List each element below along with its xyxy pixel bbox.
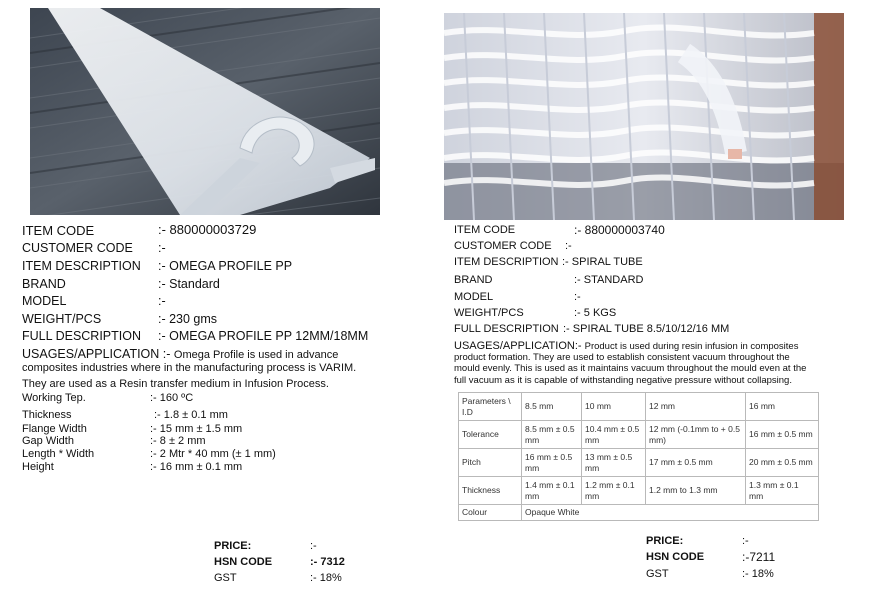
left-usage-prefix: :-	[162, 347, 174, 361]
right-item-code-label: ITEM CODE	[454, 224, 516, 236]
left-model-value: :-	[158, 294, 166, 308]
left-item-code-value: :- 880000003729	[158, 222, 257, 237]
omega-profile-photo	[30, 8, 380, 215]
right-usage-text3: mould evenly. This is used as it maintains vacuum throughout the mould even at the	[454, 363, 807, 374]
table-row	[459, 421, 819, 449]
left-spec-value-working-temp: :- 160 ºC	[150, 392, 194, 404]
right-weight-label: WEIGHT/PCS	[454, 307, 524, 319]
left-customer-code-value: :-	[158, 241, 166, 255]
left-hsn-value: :- 7312	[310, 556, 345, 568]
spiral-tube-spec-table	[458, 392, 819, 521]
left-brand-value: :- Standard	[158, 277, 220, 291]
right-weight-value: :- 5 KGS	[574, 307, 617, 319]
right-model-value: :-	[574, 291, 581, 303]
left-spec-label-thickness: Thickness	[22, 409, 72, 421]
right-usage-text1: Product is used during resin infusion in composites	[584, 341, 799, 352]
left-price-label: PRICE:	[214, 540, 252, 552]
left-weight-label: WEIGHT/PCS	[22, 312, 102, 326]
left-item-description-value: :- OMEGA PROFILE PP	[158, 259, 293, 273]
table-cell: 8.5 mm	[522, 393, 582, 421]
table-cell: 8.5 mm ± 0.5 mm	[522, 421, 582, 449]
left-spec-value-flange-width: :- 15 mm ± 1.5 mm	[150, 423, 243, 435]
right-gst-value: :- 18%	[742, 568, 774, 580]
right-gst-label: GST	[646, 568, 669, 580]
right-full-description-value: :- SPIRAL TUBE 8.5/10/12/16 MM	[563, 323, 730, 335]
left-spec-label-flange-width: Flange Width	[22, 423, 87, 435]
right-customer-code-value: :-	[565, 240, 572, 252]
left-spec-label-length-width: Length * Width	[22, 448, 95, 460]
left-item-code-label: ITEM CODE	[22, 223, 95, 238]
left-usage-line1	[22, 347, 338, 361]
table-cell: 16 mm ± 0.5 mm	[746, 421, 819, 449]
left-usage-text3: They are used as a Resin transfer medium in Infusion Process.	[22, 378, 329, 390]
table-row	[459, 505, 819, 521]
left-usage-text2: composites industries where in the manufacturing process is VARIM.	[22, 362, 357, 374]
left-spec-value-gap-width: :- 8 ± 2 mm	[150, 435, 206, 447]
left-spec-value-length-width: :- 2 Mtr * 40 mm (± 1 mm)	[150, 448, 276, 460]
left-spec-value-height: :- 16 mm ± 0.1 mm	[150, 461, 243, 473]
table-cell: Pitch	[459, 449, 522, 477]
right-brand-value: :- STANDARD	[574, 274, 644, 286]
left-weight-value: :- 230 gms	[158, 312, 218, 326]
table-cell: 16 mm ± 0.5 mm	[522, 449, 582, 477]
table-cell: Tolerance	[459, 421, 522, 449]
left-model-label: MODEL	[22, 294, 67, 308]
left-full-description-label: FULL DESCRIPTION	[22, 329, 142, 343]
right-item-description-value: :- SPIRAL TUBE	[562, 256, 643, 268]
right-brand-label: BRAND	[454, 274, 493, 286]
left-usage-text1: Omega Profile is used in advance	[173, 349, 339, 361]
table-row	[459, 393, 819, 421]
table-cell: Parameters \ I.D	[459, 393, 522, 421]
right-usage-label: USAGES/APPLICATION	[454, 340, 575, 352]
left-spec-label-working-temp: Working Tep.	[22, 392, 86, 404]
left-price-value: :-	[310, 540, 317, 552]
left-brand-label: BRAND	[22, 277, 66, 291]
table-cell: 16 mm	[746, 393, 819, 421]
left-gst-label: GST	[214, 572, 237, 584]
left-item-description-label: ITEM DESCRIPTION	[22, 259, 141, 273]
left-hsn-label: HSN CODE	[214, 556, 273, 568]
table-row	[459, 477, 819, 505]
left-full-description-value: :- OMEGA PROFILE PP 12MM/18MM	[158, 329, 369, 343]
table-cell: Colour	[459, 505, 522, 521]
table-cell: 1.3 mm ± 0.1 mm	[746, 477, 819, 505]
right-usage-prefix: :-	[574, 340, 585, 352]
right-price-label: PRICE:	[646, 535, 684, 547]
left-customer-code-label: CUSTOMER CODE	[22, 241, 133, 255]
right-price-value: :-	[742, 535, 749, 547]
table-cell: 1.2 mm to 1.3 mm	[646, 477, 746, 505]
table-cell: Thickness	[459, 477, 522, 505]
left-usage-label: USAGES/APPLICATION	[22, 347, 160, 361]
table-cell: 12 mm (-0.1mm to + 0.5 mm)	[646, 421, 746, 449]
right-model-label: MODEL	[454, 291, 494, 303]
right-usage-text2: product formation. They are used to establish consistent vacuum throughout the	[454, 352, 790, 363]
left-gst-value: :- 18%	[310, 572, 342, 584]
table-cell: Opaque White	[522, 505, 819, 521]
table-cell: 1.4 mm ± 0.1 mm	[522, 477, 582, 505]
left-spec-value-thickness: :- 1.8 ± 0.1 mm	[154, 409, 228, 421]
table-cell: 17 mm ± 0.5 mm	[646, 449, 746, 477]
right-usage-line1	[454, 340, 798, 352]
table-row	[459, 449, 819, 477]
right-usage-text4: full vacuum as it is capable of withstanding negative pressure without collapsing.	[454, 375, 792, 386]
table-cell: 12 mm	[646, 393, 746, 421]
left-spec-label-gap-width: Gap Width	[22, 435, 74, 447]
table-cell: 1.2 mm ± 0.1 mm	[582, 477, 646, 505]
table-cell: 13 mm ± 0.5 mm	[582, 449, 646, 477]
table-cell: 20 mm ± 0.5 mm	[746, 449, 819, 477]
right-item-code-value: :- 880000003740	[574, 223, 665, 237]
right-hsn-value: :-7211	[742, 550, 776, 564]
right-full-description-label: FULL DESCRIPTION	[454, 323, 559, 335]
table-cell: 10 mm	[582, 393, 646, 421]
left-spec-label-height: Height	[22, 461, 54, 473]
table-cell: 10.4 mm ± 0.5 mm	[582, 421, 646, 449]
spiral-tube-photo	[444, 13, 844, 220]
right-item-description-label: ITEM DESCRIPTION	[454, 256, 559, 268]
right-hsn-label: HSN CODE	[646, 551, 705, 563]
right-customer-code-label: CUSTOMER CODE	[454, 240, 552, 252]
